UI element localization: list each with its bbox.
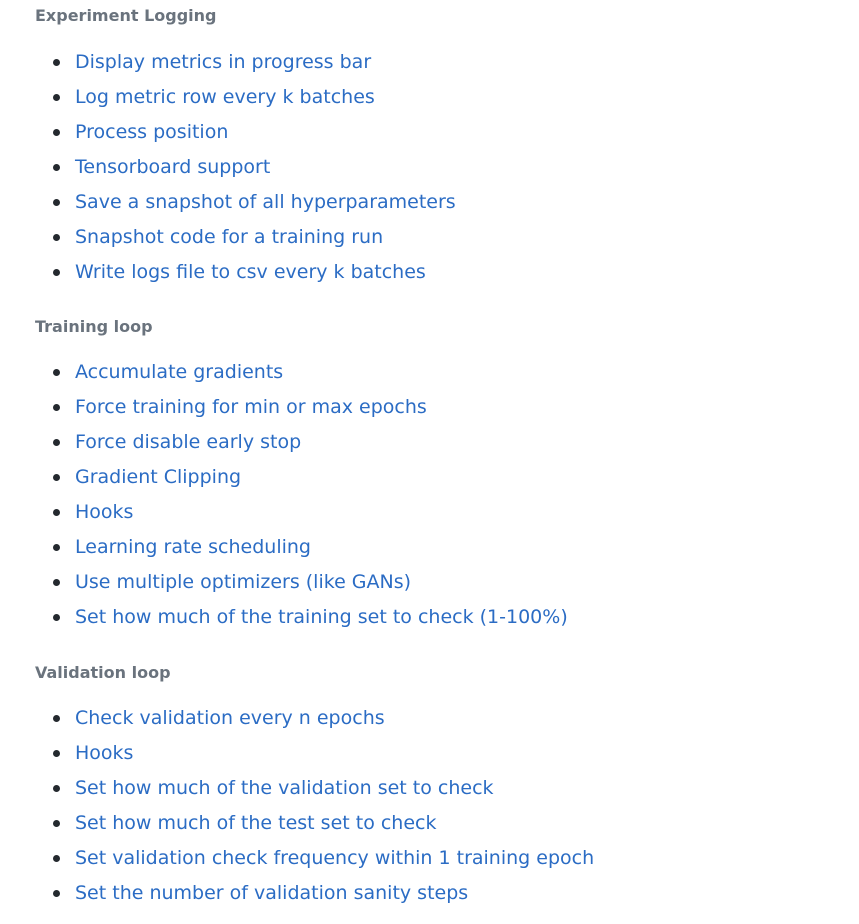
feature-link[interactable]: Hooks [75, 742, 134, 764]
list-item [0, 736, 594, 771]
section-heading-experiment-logging: Experiment Logging [35, 6, 217, 25]
list-item [0, 355, 568, 390]
bullet-icon [53, 59, 60, 66]
bullet-icon [53, 199, 60, 206]
feature-link[interactable]: Set validation check frequency within 1 training epoch [75, 847, 595, 869]
experiment-logging-list [0, 45, 456, 290]
bullet-icon [53, 614, 60, 621]
list-item [0, 495, 568, 530]
feature-link[interactable]: Save a snapshot of all hyperparameters [75, 191, 456, 213]
bullet-icon [53, 369, 60, 376]
bullet-icon [53, 404, 60, 411]
feature-link[interactable]: Set how much of the training set to check (1-100%) [75, 606, 568, 628]
list-item [0, 185, 456, 220]
bullet-icon [53, 544, 60, 551]
list-item [0, 530, 568, 565]
list-item [0, 701, 594, 736]
list-item [0, 771, 594, 806]
feature-link[interactable]: Set how much of the validation set to check [75, 777, 494, 799]
feature-link[interactable]: Use multiple optimizers (like GANs) [75, 571, 412, 593]
feature-link[interactable]: Accumulate gradients [75, 361, 284, 383]
feature-link[interactable]: Hooks [75, 501, 134, 523]
bullet-icon [53, 474, 60, 481]
bullet-icon [53, 234, 60, 241]
section-heading-validation-loop: Validation loop [35, 663, 171, 682]
validation-loop-list [0, 701, 594, 911]
list-item [0, 565, 568, 600]
training-loop-list [0, 355, 568, 635]
feature-link[interactable]: Process position [75, 121, 229, 143]
bullet-icon [53, 890, 60, 897]
list-item [0, 425, 568, 460]
bullet-icon [53, 785, 60, 792]
bullet-icon [53, 164, 60, 171]
bullet-icon [53, 855, 60, 862]
feature-link[interactable]: Set the number of validation sanity steps [75, 882, 469, 904]
list-item [0, 806, 594, 841]
list-item [0, 600, 568, 635]
feature-link[interactable]: Check validation every n epochs [75, 707, 385, 729]
list-item [0, 841, 594, 876]
list-item [0, 220, 456, 255]
feature-link[interactable]: Snapshot code for a training run [75, 226, 384, 248]
bullet-icon [53, 269, 60, 276]
list-item [0, 150, 456, 185]
list-item [0, 45, 456, 80]
list-item [0, 255, 456, 290]
feature-link[interactable]: Set how much of the test set to check [75, 812, 437, 834]
list-item [0, 460, 568, 495]
bullet-icon [53, 579, 60, 586]
bullet-icon [53, 750, 60, 757]
feature-link[interactable]: Display metrics in progress bar [75, 51, 372, 73]
list-item [0, 876, 594, 911]
feature-link[interactable]: Write logs file to csv every k batches [75, 261, 426, 283]
bullet-icon [53, 94, 60, 101]
bullet-icon [53, 820, 60, 827]
feature-link[interactable]: Learning rate scheduling [75, 536, 311, 558]
list-item [0, 115, 456, 150]
feature-link[interactable]: Force training for min or max epochs [75, 396, 427, 418]
feature-link[interactable]: Log metric row every k batches [75, 86, 375, 108]
feature-link[interactable]: Gradient Clipping [75, 466, 242, 488]
list-item [0, 80, 456, 115]
feature-link[interactable]: Force disable early stop [75, 431, 302, 453]
list-item [0, 390, 568, 425]
bullet-icon [53, 715, 60, 722]
bullet-icon [53, 439, 60, 446]
bullet-icon [53, 129, 60, 136]
bullet-icon [53, 509, 60, 516]
section-heading-training-loop: Training loop [35, 317, 153, 336]
feature-link[interactable]: Tensorboard support [75, 156, 271, 178]
